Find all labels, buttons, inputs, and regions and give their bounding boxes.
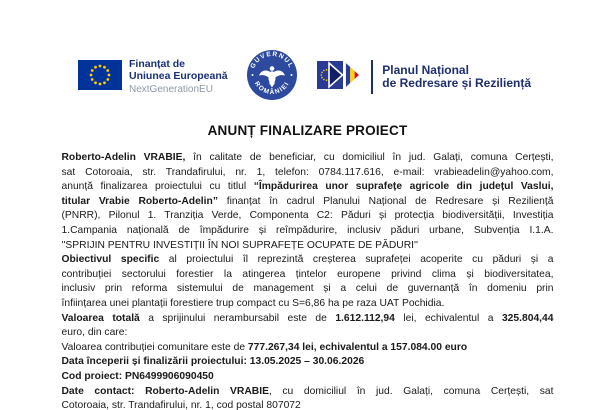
page-title: ANUNȚ FINALIZARE PROIECT — [207, 123, 408, 138]
text-line: titular Vrabie Roberto-Adelin” finanțat în cadrul Planului Național de Redresare și Reziliență — [61, 195, 554, 207]
text-line: sat Cotoroaia, str. Trandafirului, nr. 1, telefon: 0784.117.616, e-mail: vrabieadelin@yahoo.com, — [61, 166, 554, 178]
text-line: anunță finalizarea proiectului cu titlul “Împădurirea unor suprafețe agricole din județul Vaslui, — [61, 181, 554, 193]
text-line: Data începerii și finalizării proiectului: 13.05.2025 – 30.06.2026 — [61, 356, 365, 368]
nextgeneu-label: NextGenerationEU — [129, 83, 213, 95]
body-text — [62, 151, 554, 410]
eu-flag-icon — [78, 60, 122, 95]
seal-bottom-text: ROMÂNIEI — [253, 79, 292, 96]
pnrr-line1: Planul Național — [382, 62, 469, 77]
pnrr-line2: de Redresare și Reziliență — [382, 76, 531, 90]
guvernul-romaniei-seal-icon — [246, 49, 298, 106]
text-line: Roberto-Adelin VRABIE, în calitate de beneficiar, cu domiciliul în jud. Galați, comuna Cerțești, — [61, 152, 554, 163]
text-line: Obiectivul specific al proiectului îl reprezintă creșterea suprafeței acoperite cu păduri și a — [61, 254, 554, 266]
text-line: euro, din care: — [61, 327, 128, 339]
text-line: Cod proiect: PN6499906090450 — [61, 370, 214, 382]
text-line: Valoarea totală a sprijinului nerambursabil este de 1.612.112,94 lei, echivalentul a 325.804,44 — [61, 312, 554, 324]
pnrr-arrows-icon — [317, 60, 363, 95]
text-line: 1.Campania națională de împădurire și reîmpădurire, inclusiv păduri urbane, Subvenția I.1.A. — [61, 224, 554, 236]
text-line: Date contact: Roberto-Adelin VRABIE, cu domiciliul în jud. Galați, comuna Cerțești, sat — [61, 385, 554, 397]
text-line: Valoarea contribuției comunitare este de 777.267,34 lei, echivalentul a 157.084.00 euro — [61, 341, 468, 353]
seal-top-text: GUVERNUL — [249, 50, 296, 70]
text-line: (PNRR), Pilonul 1. Tranziția Verde, Componenta C2: Păduri și protecția biodiversității, Investiția — [61, 210, 554, 222]
text-line: ''SPRIJIN PENTRU INVESTIȚII ÎN NOI SUPRAFEȚE OCUPATE DE PĂDURI'' — [61, 239, 418, 251]
eu-funded-line2: Uniunea Europeană — [129, 70, 228, 83]
text-line: contribuției sectorului forestier la atingerea țintelor europene privind clima și biodiversitatea, — [61, 268, 554, 280]
text-line: înființarea unei plantații forestiere trup compact cu S=6,86 ha pe raza UAT Pochidia. — [61, 297, 445, 309]
logo-row — [78, 50, 531, 104]
eu-logo-text — [129, 58, 228, 97]
eu-funded-line1: Finanțat de — [129, 57, 186, 70]
eu-funded-logo — [78, 58, 228, 97]
pnrr-logo-text — [382, 64, 531, 91]
text-line: inclusiv prin reforma sistemului de management și a celui de guvernanță în domeniu prin — [61, 283, 554, 295]
pnrr-separator — [371, 60, 373, 94]
pnrr-logo — [317, 60, 531, 95]
text-line: Cotoroaia, str. Trandafirului, nr. 1, cod postal 807072 — [61, 400, 301, 410]
